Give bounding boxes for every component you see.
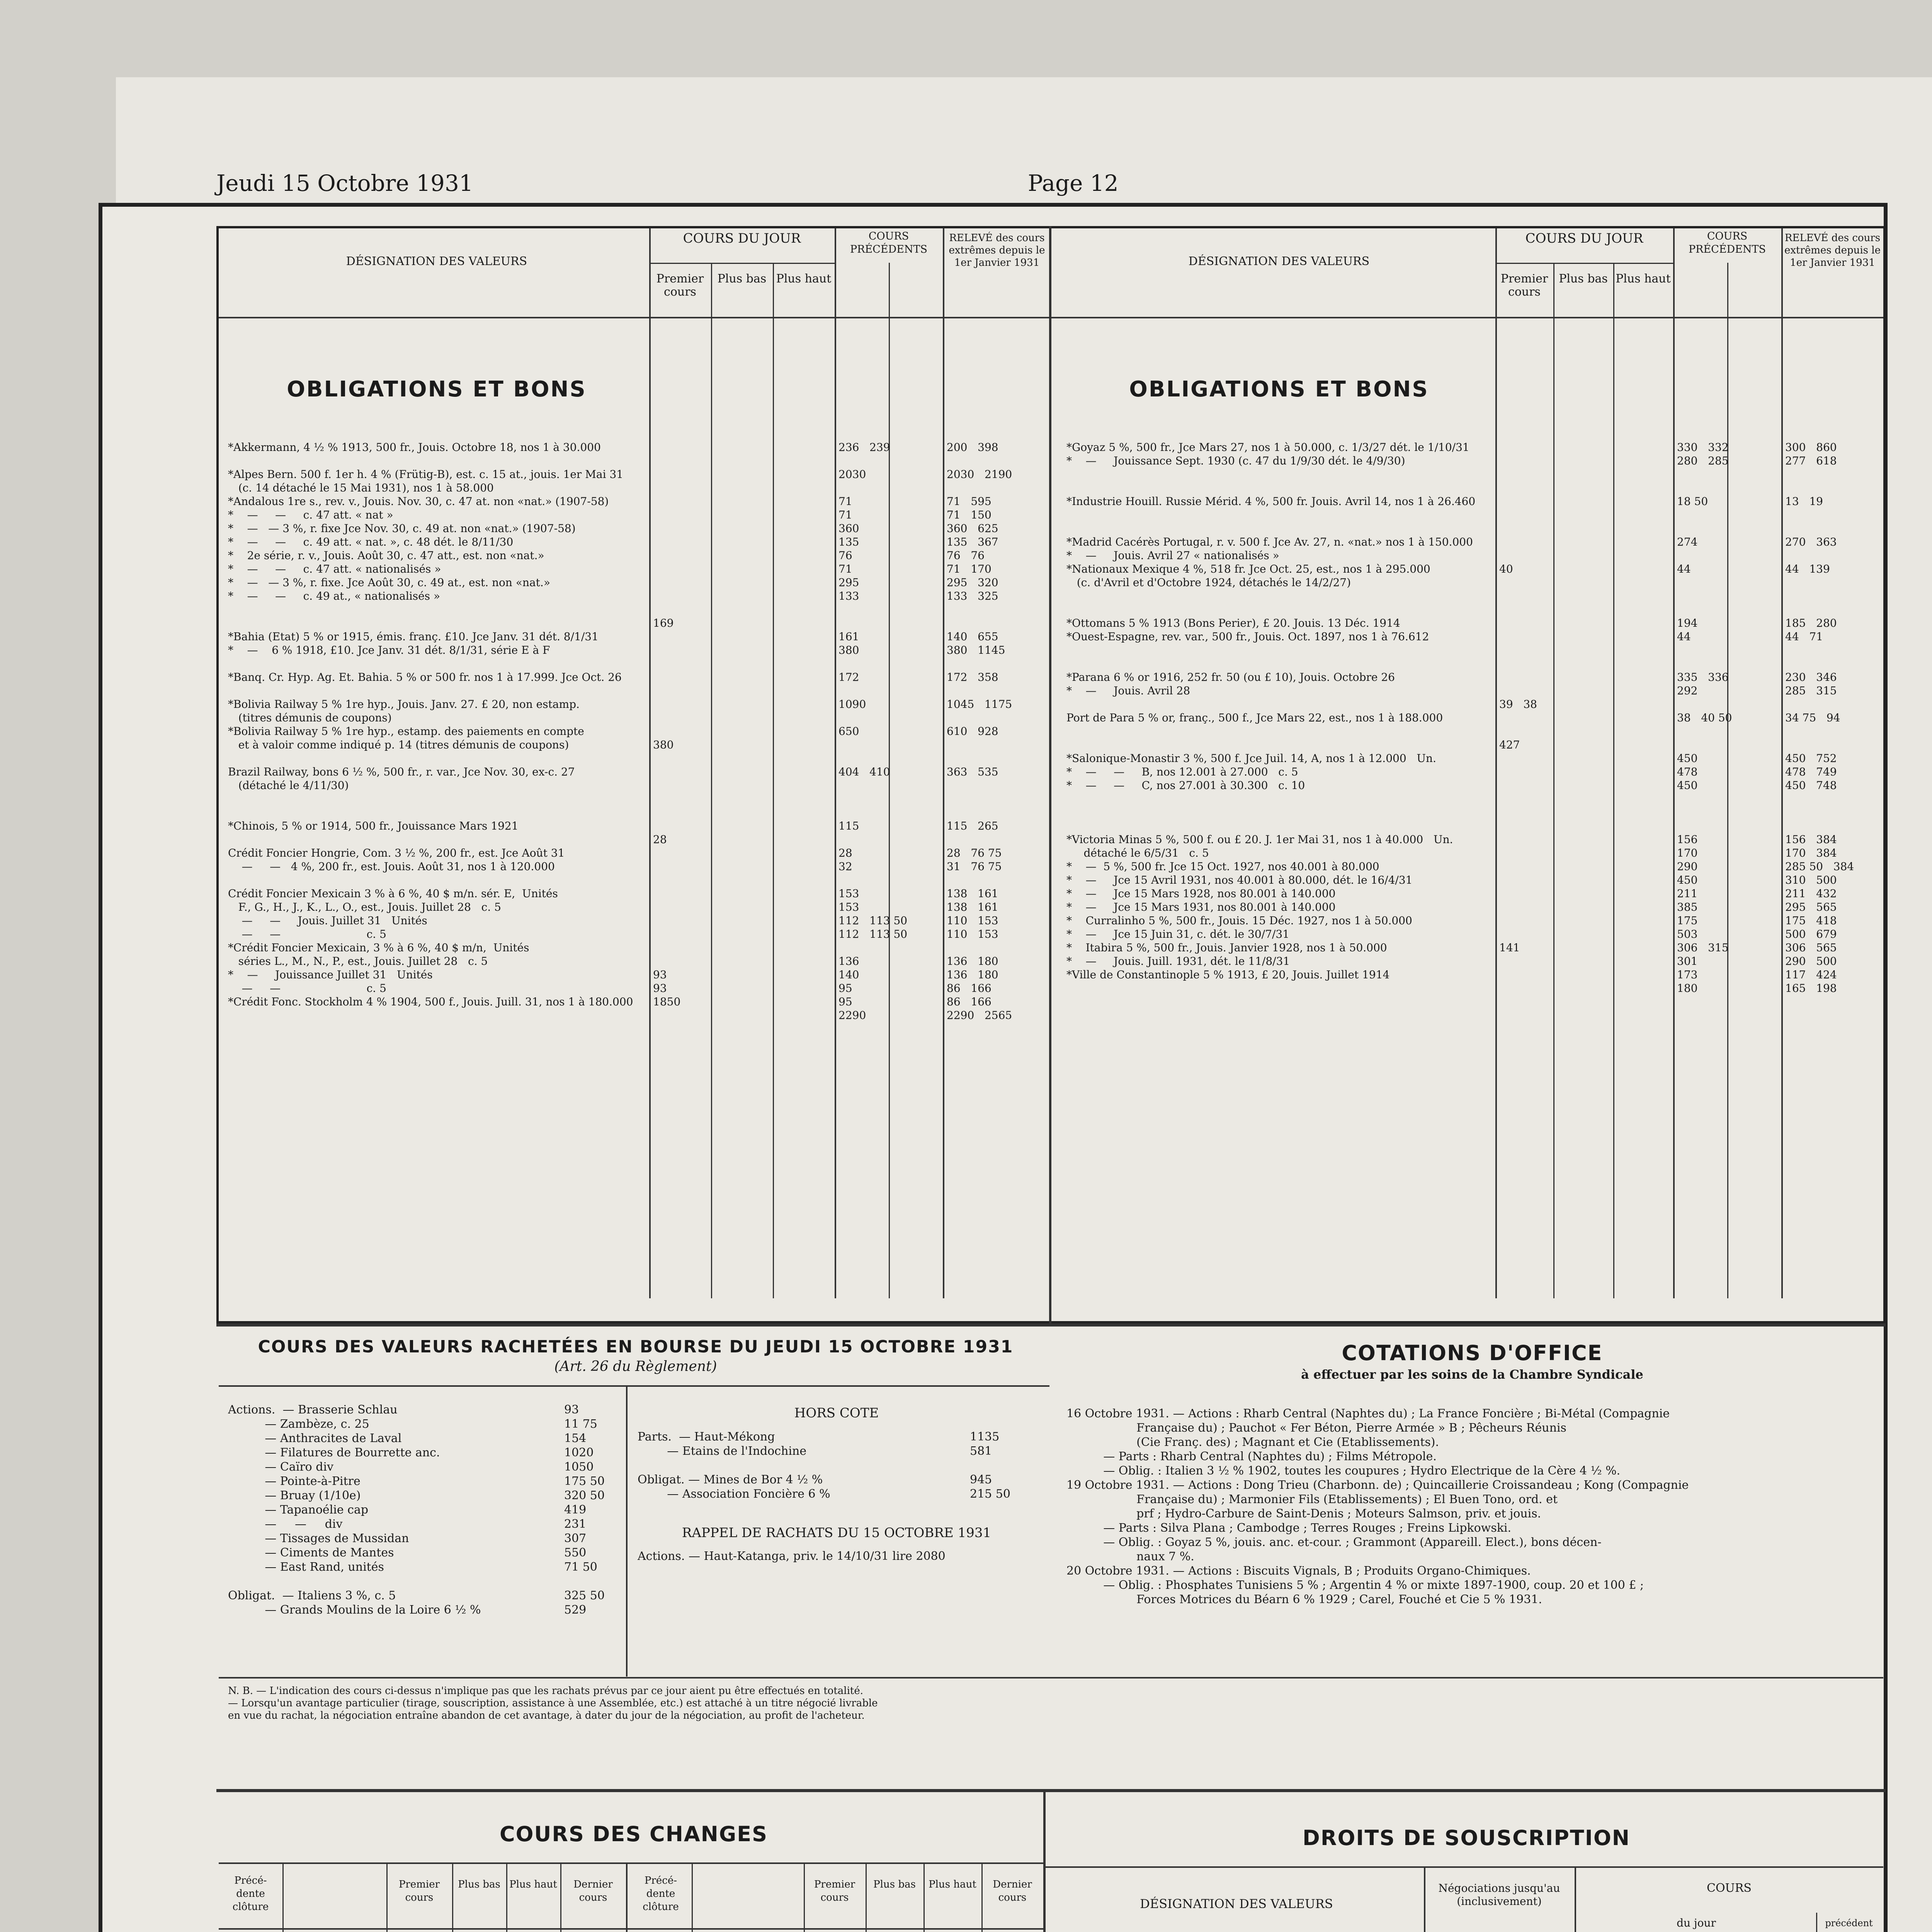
souscription-header-top-rule — [1046, 1866, 1883, 1868]
left-section-title: OBLIGATIONS ET BONS — [287, 377, 587, 402]
souscription-title: DROITS DE SOUSCRIPTION — [1303, 1826, 1630, 1850]
changes-right-h-prec: Précé- dente clôture — [643, 1875, 679, 1913]
hors-cote-values: 1135 581 945 215 50 — [970, 1430, 1010, 1501]
changes-sep-4 — [506, 1862, 507, 1932]
changes-header-top-rule — [219, 1862, 1043, 1864]
souscription-h-designation: DÉSIGNATION DES VALEURS — [1140, 1896, 1333, 1911]
changes-sep-2 — [386, 1862, 388, 1932]
souscription-h-precedent: précédent — [1825, 1918, 1873, 1929]
cotations-subtitle: à effectuer par les soins de la Chambre Syndicale — [1301, 1367, 1643, 1382]
changes-sep-5 — [560, 1862, 561, 1932]
left-col-sep-4 — [835, 228, 836, 1298]
changes-sep-8 — [804, 1862, 805, 1932]
left-header-cours-jour: COURS DU JOUR — [683, 231, 801, 246]
right-header-releve: RELEVÉ des cours extrêmes depuis le 1er Janvier 1931 — [1784, 232, 1881, 269]
souscription-sep-2 — [1575, 1868, 1576, 1932]
changes-left-h-premier: Premier cours — [398, 1879, 440, 1903]
nb-rule — [219, 1677, 1883, 1679]
hors-cote-lines: Parts. — Haut-Mékong — Etains de l'Indochine Obligat. — Mines de Bor 4 ½ % — Association Foncière 6 % — [638, 1430, 830, 1501]
right-header-rule — [1051, 317, 1883, 318]
right-designations: *Goyaz 5 %, 500 fr., Jce Mars 27, nos 1 à 50.000, c. 1/3/27 dét. le 1/10/31 * — Jouissance Sept. 1930 (c. 47 du 1/9/30 dét. le 4/9/30) *Industrie Houill. Russie Mérid. 4 %, 500 fr. Jouis. Avril 14, nos 1 à 26.460 *Madrid Cacérès Portugal, r. v. 500 f. Jce Av. 27, n. «nat.» nos 1 à 150.000 * — Jouis. Avril 27 « nationalisés » *Nationaux Mexique 4 %, 518 fr. Jce Oct. 25, est., nos 1 à 295.000 (c. d'Avril et d'Octobre 1924, détachés le 14/2/27) *Ottomans 5 % 1913 (Bons Perier), £ 20. Jouis. 13 Déc. 1914 *Ouest-Espagne, rev. var., 500 fr., Jouis. Oct. 1897, nos 1 à 76.612 *Parana 6 % or 1916, 252 fr. 50 (ou £ 10), Jouis. Octobre 26 * — Jouis. Avril 28 Port de Para 5 % or, franç., 500 f., Jce Mars 22, est., nos 1 à 188.000 *Salonique-Monastir 3 %, 500 f. Jce Juil. 14, A, nos 1 à 12.000 Un. * — — B, nos 12.001 à 27.000 c. 5 * — — C, nos 27.001 à 30.300 c. 10 *Victoria Minas 5 %, 500 f. ou £ 20. J. 1er Mai 31, nos 1 à 40.000 Un. détaché le 6/5/31 c. 5 * — 5 %, 500 fr. Jce 15 Oct. 1927, nos 40.001 à 80.000 * — Jce 15 Avril 1931, nos 40.001 à 80.000, dét. le 16/4/31 * — Jce 15 Mars 1928, nos 80.001 à 140.000 * — Jce 15 Mars 1931, nos 80.001 à 140.000 * Curralinho 5 %, 500 fr., Jouis. 15 Déc. 1927, nos 1 à 50.000 * — Jce 15 Juin 31, c. dét. le 30/7/31 * Itabira 5 %, 500 fr., Jouis. Janvier 1928, nos 1 à 50.000 * — Jouis. Juill. 1931, dét. le 11/8/31 *Ville de Constantinople 5 % 1913, £ 20, Jouis. Juillet 1914 — [1066, 441, 1476, 981]
hors-cote-title: HORS COTE — [794, 1405, 879, 1421]
rachetees-values: 93 11 75 154 1020 1050 175 50 320 50 419 231 307 550 71 50 325 50 529 — [564, 1403, 605, 1617]
rachetees-split — [626, 1387, 628, 1677]
changes-sep-11 — [981, 1862, 983, 1932]
left-header-releve: RELEVÉ des cours extrêmes depuis le 1er Janvier 1931 — [949, 232, 1045, 269]
section-rule-1 — [216, 1323, 1886, 1327]
left-col-sep-1 — [649, 228, 651, 1298]
changes-right-h-bas: Plus bas — [873, 1879, 916, 1890]
left-precedent-values: 236 239 2030 71 71 360 135 76 71 295 133 161 380 172 1090 650 404 410 115 28 32 153 153 112 113 50 112 113 50 136 140 95 95 2290 — [838, 441, 908, 1022]
header-page-number: Page 12 — [1028, 170, 1119, 196]
rachetees-header-rule — [219, 1385, 1049, 1387]
left-header-designation: DÉSIGNATION DES VALEURS — [346, 255, 527, 268]
left-header-precedents: COURS PRÉCÉDENTS — [850, 230, 928, 255]
changes-right-h-premier: Premier cours — [814, 1879, 855, 1903]
left-header-premier: Premier cours — [656, 272, 704, 299]
left-header-rule — [219, 317, 1049, 318]
changes-sep-6 — [626, 1862, 628, 1932]
right-col-sep-3 — [1613, 263, 1614, 1298]
right-premier-values: 40 39 38 427 141 — [1499, 563, 1537, 954]
rachetees-subtitle: (Art. 26 du Règlement) — [554, 1359, 717, 1374]
changes-sep-7 — [692, 1862, 693, 1932]
right-col-sep-6 — [1781, 228, 1783, 1298]
left-col-sep-6 — [943, 228, 944, 1298]
right-header-precedents: COURS PRÉCÉDENTS — [1688, 230, 1766, 255]
right-header-plus-haut: Plus haut — [1616, 272, 1671, 286]
right-header-subrule — [1495, 263, 1673, 264]
souscription-h-negociations: Négociations jusqu'au (inclusivement) — [1438, 1882, 1560, 1908]
right-header-plus-bas: Plus bas — [1559, 272, 1608, 286]
left-col-sep-2 — [711, 263, 712, 1298]
souscription-sep-1 — [1424, 1868, 1425, 1932]
rachetees-lines: Actions. — Brasserie Schlau — Zambèze, c. 25 — Anthracites de Laval — Filatures de Bourrette anc. — Caïro div — Pointe-à-Pitre — Bruay (1/10e) — Tapanoélie cap — — div — Tissages de Mussidan — Ciments de Mantes — East Rand, unités Obligat. — Italiens 3 %, c. 5 — Grands Moulins de la Loire 6 ½ % — [228, 1403, 481, 1617]
rappel-rachats-title: RAPPEL DE RACHATS DU 15 OCTOBRE 1931 — [682, 1525, 992, 1541]
left-header-plus-haut: Plus haut — [776, 272, 832, 286]
right-precedent-values: 330 332 280 285 18 50 274 44 194 44 335 336 292 38 40 50 450 478 450 156 170 290 450 211 385 175 503 306 315 301 173 180 — [1677, 441, 1732, 995]
souscription-h-cours: COURS — [1707, 1881, 1752, 1895]
left-designations: *Akkermann, 4 ½ % 1913, 500 fr., Jouis. Octobre 18, nos 1 à 30.000 *Alpes Bern. 500 f. 1er h. 4 % (Frütig-B), est. c. 15 at., jouis. 1er Mai 31 (c. 14 détaché le 15 Mai 1931), nos 1 à 58.000 *Andalous 1re s., rev. v., Jouis. Nov. 30, c. 47 at. non «nat.» (1907-58) * — — c. 47 att. « nat » * — — 3 %, r. fixe Jce Nov. 30, c. 49 at. non «nat.» (1907-58) * — — c. 49 att. « nat. », c. 48 dét. le 8/11/30 * 2e série, r. v., Jouis. Août 30, c. 47 att., est. non «nat.» * — — c. 47 att. « nationalisés » * — — 3 %, r. fixe. Jce Août 30, c. 49 at., est. non «nat.» * — — c. 49 at., « nationalisés » *Bahia (Etat) 5 % or 1915, émis. franç. £10. Jce Janv. 31 dét. 8/1/31 * — 6 % 1918, £10. Jce Janv. 31 dét. 8/1/31, série E à F *Banq. Cr. Hyp. Ag. Et. Bahia. 5 % or 500 fr. nos 1 à 17.999. Jce Oct. 26 *Bolivia Railway 5 % 1re hyp., Jouis. Janv. 27. £ 20, non estamp. (titres démunis de coupons) *Bolivia Railway 5 % 1re hyp., estamp. des paiements en compte et à valoir comme indiqué p. 14 (titres démunis de coupons) Brazil Railway, bons 6 ½ %, 500 fr., r. var., Jce Nov. 30, ex-c. 27 (détaché le 4/11/30) *Chinois, 5 % or 1914, 500 fr., Jouissance Mars 1921 Crédit Foncier Hongrie, Com. 3 ½ %, 200 fr., est. Jce Août 31 — — 4 %, 200 fr., est. Jouis. Août 31, nos 1 à 120.000 Crédit Foncier Mexicain 3 % à 6 %, 40 $ m/n. sér. E, Unités F., G., H., J., K., L., O., est., Jouis. Juillet 28 c. 5 — — Jouis. Juillet 31 Unités — — c. 5 *Crédit Foncier Mexicain, 3 % à 6 %, 40 $ m/n, Unités séries L., M., N., P., est., Jouis. Juillet 28 c. 5 * — Jouissance Juillet 31 Unités — — c. 5 *Crédit Fonc. Stockholm 4 % 1904, 500 f., Jouis. Juill. 31, nos 1 à 180.000 — [228, 441, 633, 1008]
cotations-text: 16 Octobre 1931. — Actions : Rharb Central (Naphtes du) ; La France Foncière ; Bi-Métal (Compagnie Française du) ; Pauchot « Fer Béton, Pierre Armée » B ; Pêcheurs Réunis (Cie Franç. des) ; Magnant et Cie (Etablissements). — Parts : Rharb Central (Naphtes du) ; Films Métropole. — Oblig. : Italien 3 ½ % 1902, toutes les coupures ; Hydro Electrique de la Cère 4 ½ %. 19 Octobre 1931. — Actions : Dong Trieu (Charbonn. de) ; Quincaillerie Croissandeau ; Kong (Compagnie Française du) ; Marmonier Fils (Etablissements) ; El Buen Tono, ord. et prf ; Hydro-Carbure de Saint-Denis ; Moteurs Salmson, priv. et jouis. — Parts : Silva Plana ; Cambodge ; Terres Rouges ; Freins Lipkowski. — Oblig. : Goyaz 5 %, jouis. anc. et-cour. ; Grammont (Appareill. Elect.), bons décen- naux 7 %. 20 Octobre 1931. — Actions : Biscuits Vignals, B ; Produits Organo-Chimiques. — Oblig. : Phosphates Tunisiens 5 % ; Argentin 4 % or mixte 1897-1900, coup. 20 et 100 £ ; Forces Motrices du Béarn 6 % 1929 ; Carel, Fouché et Cie 5 % 1931. — [1066, 1407, 1689, 1606]
changes-sep-9 — [866, 1862, 867, 1932]
changes-left-h-bas: Plus bas — [458, 1879, 500, 1890]
right-header-premier: Premier cours — [1500, 272, 1548, 299]
souscription-h-jour: du jour — [1677, 1917, 1716, 1929]
changes-right-h-haut: Plus haut — [929, 1879, 976, 1890]
right-header-cours-jour: COURS DU JOUR — [1525, 231, 1643, 246]
changes-right-h-dernier: Dernier cours — [993, 1879, 1032, 1903]
center-divider — [1049, 226, 1051, 1323]
changes-sep-3 — [452, 1862, 453, 1932]
left-col-sep-3 — [773, 263, 774, 1298]
changes-sep-10 — [923, 1862, 925, 1932]
changes-left-h-dernier: Dernier cours — [573, 1879, 613, 1903]
left-releve-values: 200 398 2030 2190 71 595 71 150 360 625 135 367 76 76 71 170 295 320 133 325 140 655 380 1145 172 358 1045 1175 610 928 363 535 115 265 28 76 75 31 76 75 138 161 138 161 110 153 110 153 136 180 136 180 86 166 86 166 2290 2565 — [947, 441, 1012, 1022]
right-header-designation: DÉSIGNATION DES VALEURS — [1188, 255, 1370, 268]
changes-sep-1 — [282, 1862, 284, 1932]
left-header-subrule — [649, 263, 835, 264]
changes-title: COURS DES CHANGES — [500, 1822, 768, 1846]
right-section-title: OBLIGATIONS ET BONS — [1129, 377, 1429, 402]
rachetees-title: COURS DES VALEURS RACHETÉES EN BOURSE DU JEUDI 15 OCTOBRE 1931 — [258, 1337, 1014, 1357]
changes-left-h-prec: Précé- dente clôture — [232, 1875, 269, 1913]
changes-header-rule — [219, 1928, 1043, 1930]
nb-note: N. B. — L'indication des cours ci-dessus n'implique pas que les rachats prévus par ce jour aient pu être effectués en totalité. — Lorsqu'un avantage particulier (tirage, souscription, assistance à une Assemblée, etc.) est attaché à un titre négocié livrable en vue du rachat, la négociation entraîne abandon de cet avantage, à dater du jour de la négociation, au profit de l'acheteur. — [228, 1685, 878, 1721]
right-col-sep-1 — [1495, 228, 1497, 1298]
changes-left-h-haut: Plus haut — [509, 1879, 557, 1890]
right-releve-values: 300 860 277 618 13 19 270 363 44 139 185 280 44 71 230 346 285 315 34 75 94 450 752 478 749 450 748 156 384 170 384 285 50 384 310 500 211 432 295 565 175 418 500 679 306 565 290 500 117 424 165 198 — [1785, 441, 1854, 995]
header-date: Jeudi 15 Octobre 1931 — [216, 170, 473, 196]
left-header-plus-bas: Plus bas — [717, 272, 767, 286]
right-col-sep-4 — [1673, 228, 1675, 1298]
section-rule-2 — [216, 1789, 1886, 1792]
rappel-rachats-line: Actions. — Haut-Katanga, priv. le 14/10/31 lire 2080 — [638, 1549, 946, 1563]
changes-split — [1043, 1792, 1046, 1932]
cotations-title: COTATIONS D'OFFICE — [1342, 1341, 1603, 1365]
left-premier-values: 169 380 28 93 93 1850 — [653, 617, 681, 1008]
souscription-sep-3 — [1816, 1913, 1817, 1932]
